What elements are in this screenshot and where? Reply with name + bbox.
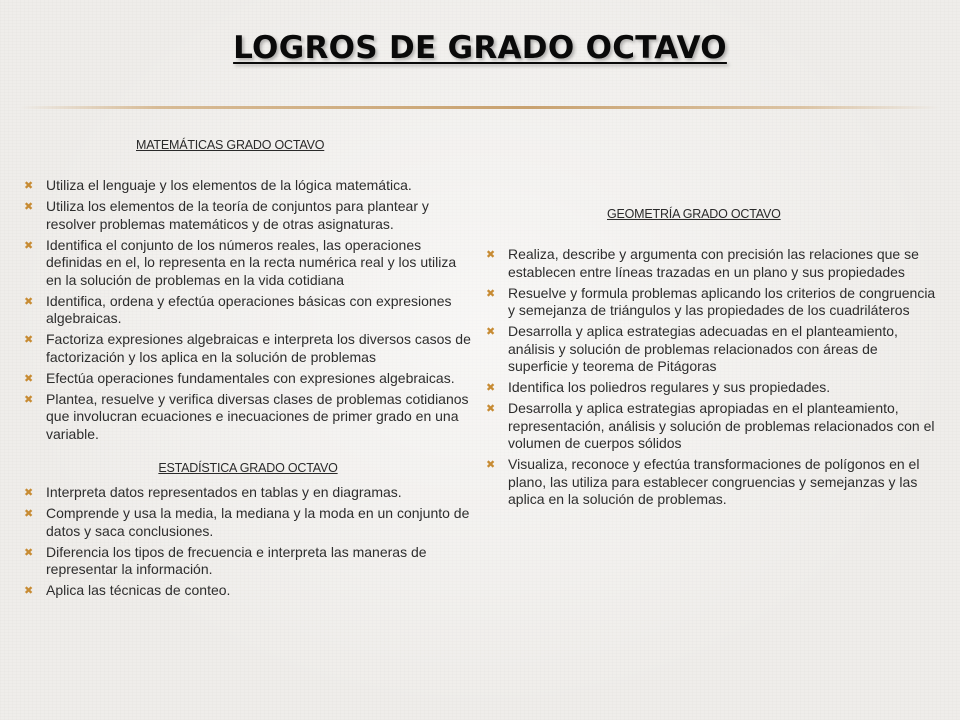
estadistica-list bbox=[22, 484, 474, 600]
list-item bbox=[22, 331, 474, 366]
list-item-text: Efectúa operaciones fundamentales con expresiones algebraicas. bbox=[46, 369, 455, 386]
matematicas-list bbox=[22, 177, 474, 443]
list-item-text: Desarrolla y aplica estrategias adecuadas en el planteamiento, análisis y solución de problemas relacionados con áreas de superficie y teorema de Pitágoras bbox=[508, 323, 898, 374]
list-item-text: Plantea, resuelve y verifica diversas clases de problemas cotidianos que involucran ecuaciones e inecuaciones de primer grado en una variable. bbox=[46, 390, 469, 442]
estadistica-heading: ESTADÍSTICA GRADO OCTAVO bbox=[158, 461, 338, 475]
cross-bullet-icon: ✖ bbox=[486, 326, 496, 338]
cross-bullet-icon: ✖ bbox=[486, 287, 496, 300]
geometria-heading: GEOMETRÍA GRADO OCTAVO bbox=[607, 207, 781, 221]
list-item bbox=[22, 237, 474, 290]
page-title: LOGROS DE GRADO OCTAVO bbox=[233, 30, 727, 66]
list-item-text: Utiliza el lenguaje y los elementos de la lógica matemática. bbox=[46, 177, 412, 193]
list-item-text: Visualiza, reconoce y efectúa transformaciones de polígonos en el plano, las utiliza para establecer congruencias y semejanzas y las aplica en la solución de problemas. bbox=[508, 456, 920, 507]
cross-bullet-icon: ✖ bbox=[486, 459, 496, 471]
list-item-text: Utiliza los elementos de la teoría de conjuntos para plantear y resolver problemas matemáticos y de otras asignaturas. bbox=[46, 198, 429, 232]
title-divider bbox=[20, 106, 940, 109]
list-item bbox=[484, 400, 936, 453]
list-item bbox=[22, 582, 474, 600]
geometria-list bbox=[484, 246, 936, 509]
list-item-text: Comprende y usa la media, la mediana y la moda en un conjunto de datos y saca conclusiones. bbox=[46, 505, 470, 539]
cross-bullet-icon: ✖ bbox=[486, 249, 496, 261]
cross-bullet-icon: ✖ bbox=[24, 393, 34, 406]
list-item bbox=[22, 198, 474, 233]
cross-bullet-icon: ✖ bbox=[24, 585, 34, 597]
list-item bbox=[22, 544, 474, 579]
list-item-text: Identifica el conjunto de los números reales, las operaciones definidas en el, lo representa en la recta numérica real y los utiliza en la solución de problemas en la vida cotidiana bbox=[46, 236, 457, 288]
cross-bullet-icon: ✖ bbox=[24, 546, 34, 559]
list-item-text: Aplica las técnicas de conteo. bbox=[46, 582, 231, 598]
list-item bbox=[484, 285, 936, 320]
list-item-text: Diferencia los tipos de frecuencia e interpreta las maneras de representar la información. bbox=[46, 543, 427, 577]
list-item-text: Identifica los poliedros regulares y sus propiedades. bbox=[508, 379, 831, 395]
list-item-text: Factoriza expresiones algebraicas e interpreta los diversos casos de factorización y los aplica en la solución de problemas bbox=[46, 331, 471, 365]
list-item bbox=[484, 379, 936, 397]
list-item bbox=[484, 246, 936, 281]
list-item bbox=[22, 293, 474, 328]
list-item-text: Resuelve y formula problemas aplicando los criterios de congruencia y semejanza de triángulos y las propiedades de los cuadriláteros bbox=[508, 284, 936, 318]
list-item bbox=[22, 484, 474, 502]
cross-bullet-icon: ✖ bbox=[486, 403, 496, 415]
cross-bullet-icon: ✖ bbox=[24, 295, 34, 308]
cross-bullet-icon: ✖ bbox=[24, 487, 34, 499]
list-item-text: Realiza, describe y argumenta con precisión las relaciones que se establecen entre líneas trazadas en un plano y sus propiedades bbox=[508, 246, 919, 280]
cross-bullet-icon: ✖ bbox=[24, 180, 34, 192]
cross-bullet-icon: ✖ bbox=[24, 508, 34, 520]
matematicas-heading: MATEMÁTICAS GRADO OCTAVO bbox=[136, 138, 325, 152]
cross-bullet-icon: ✖ bbox=[24, 239, 34, 252]
cross-bullet-icon: ✖ bbox=[486, 382, 496, 394]
list-item-text: Identifica, ordena y efectúa operaciones básicas con expresiones algebraicas. bbox=[46, 292, 452, 326]
list-item bbox=[22, 177, 474, 195]
right-column bbox=[484, 207, 936, 512]
list-item bbox=[22, 505, 474, 540]
cross-bullet-icon: ✖ bbox=[24, 201, 34, 213]
list-item bbox=[484, 456, 936, 509]
list-item-text: Desarrolla y aplica estrategias apropiadas en el planteamiento, representación, análisis y solución de problemas relacionados con el volumen de cuerpos sólidos bbox=[508, 400, 935, 451]
list-item bbox=[22, 370, 474, 388]
list-item bbox=[484, 323, 936, 376]
cross-bullet-icon: ✖ bbox=[24, 334, 34, 346]
left-column bbox=[22, 138, 474, 603]
list-item-text: Interpreta datos representados en tablas y en diagramas. bbox=[46, 484, 402, 500]
list-item bbox=[22, 391, 474, 444]
cross-bullet-icon: ✖ bbox=[24, 372, 34, 385]
